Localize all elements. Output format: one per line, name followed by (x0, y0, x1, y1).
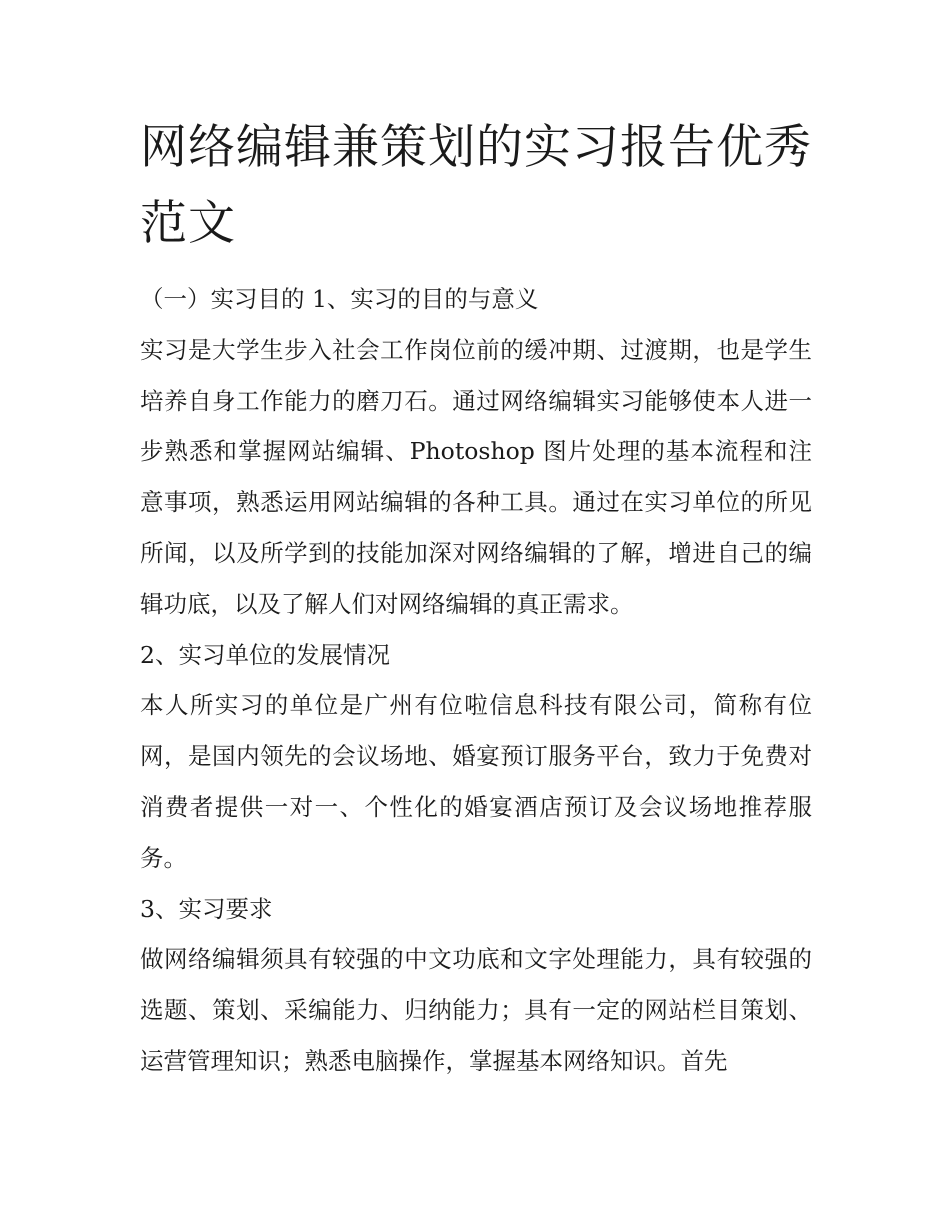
paragraph-company: 本人所实习的单位是广州有位啦信息科技有限公司，简称有位网，是国内领先的会议场地、婚宴预订服务平台，致力于免费对消费者提供一对一、个性化的婚宴酒店预订及会议场地推荐服务。 (140, 691, 812, 872)
section-heading-requirements: 3、实习要求 (140, 894, 273, 923)
document-title: 网络编辑兼策划的实习报告优秀范文 (140, 120, 812, 251)
paragraph-requirements: 做网络编辑须具有较强的中文功底和文字处理能力，具有较强的选题、策划、采编能力、归纳能力；具有一定的网站栏目策划、运营管理知识；熟悉电脑操作，掌握基本网络知识。首先 (140, 945, 812, 1075)
paragraph-purpose: 实习是大学生步入社会工作岗位前的缓冲期、过渡期，也是学生培养自身工作能力的磨刀石。通过网络编辑实习能够使本人进一步熟悉和掌握网站编辑、Photoshop 图片处理的基本流程和注意事项，熟悉运用网站编辑的各种工具。通过在实习单位的所见所闻，以及所学到的技能加深对网络编辑的了解，增进自己的编辑功底，以及了解人们对网络编辑的真正需求。 (140, 335, 812, 618)
document-body (140, 110, 812, 1087)
section-heading-purpose: （一）实习目的 1、实习的目的与意义 (140, 285, 539, 313)
section-heading-company: 2、实习单位的发展情况 (140, 640, 390, 669)
